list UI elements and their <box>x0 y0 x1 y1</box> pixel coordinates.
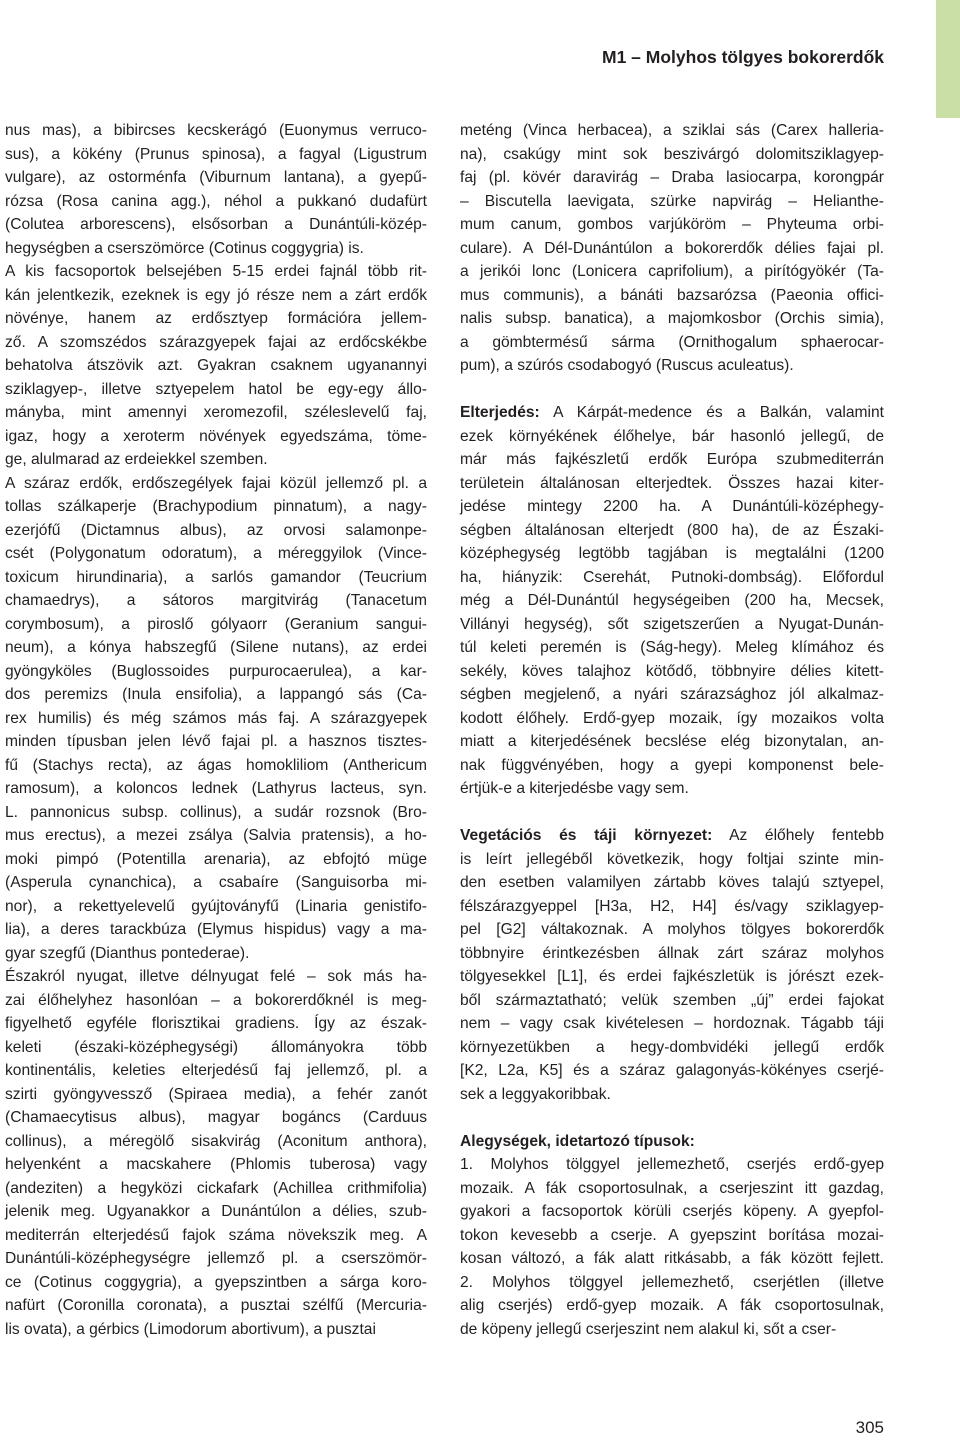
vegetation-first-line-text: Az élőhely fentebb <box>712 827 884 844</box>
text-line: ezerjófű (Dictamnus albus), az orvosi salamonpe- <box>5 521 427 539</box>
distribution-section <box>460 401 884 801</box>
distribution-first-line-text: A Kárpát-medence és a Balkán, valamint <box>539 404 884 421</box>
left-text-column <box>5 119 427 1341</box>
text-line: szirti gyöngyvessző (Spiraea media), a fehér zanót <box>5 1085 427 1103</box>
text-line: még a Dél-Dunántúl hegységeiben (200 ha, Mecsek, <box>460 592 884 609</box>
page-number: 305 <box>855 1418 884 1437</box>
running-header-title: M1 – Molyhos tölgyes bokorerdők <box>602 47 884 67</box>
text-line: Dunántúli-középhegységre jellemző pl. a cserszömör- <box>5 1250 427 1267</box>
text-line: minden típusban jelen lévő fajai pl. a hasznos tisztes- <box>5 733 427 750</box>
text-line: nem – vagy csak kivételesen – hordoznak. Tágabb táji <box>460 1015 884 1032</box>
subunits-heading: Alegységek, idetartozó típusok: <box>460 1132 695 1150</box>
text-line: lia), a deres tarackbúza (Elymus hispidus) vagy a ma- <box>5 921 427 938</box>
text-line: tollas szálkaperje (Brachypodium pinnatum), a nagy- <box>5 498 427 515</box>
text-line: környezetükben a hegy-dombvidéki jellegű erdők <box>460 1038 884 1056</box>
text-line: kosan változó, a fák alatt ritkásabb, a fák között fejlett. <box>460 1250 884 1267</box>
text-line: L. pannonicus subsp. collinus), a sudár rozsnok (Bro- <box>5 803 427 821</box>
vegetation-heading: Vegetációs és táji környezet: <box>460 827 713 844</box>
text-line: nafürt (Coronilla coronata), a pusztai szélfű (Mercuria- <box>5 1297 427 1314</box>
text-line: corymbosum), a piroslő gólyaorr (Geranium sangui- <box>5 615 427 633</box>
text-line: sekély, köves talajhoz kötődő, többnyire délies kitett- <box>460 662 884 680</box>
vegetation-first-line <box>460 824 884 848</box>
text-line: nor), a rekettyelevelű gyújtoványfű (Linaria genistifo- <box>5 897 427 915</box>
text-line: ezek környékének élőhelye, bár hasonló jellegű, de <box>460 427 884 445</box>
text-line: nus mas), a bibircses kecskerágó (Euonymus verruco- <box>5 122 427 139</box>
text-line: meténg (Vinca herbacea), a sziklai sás (Carex halleria- <box>460 122 884 139</box>
text-line: lis ovata), a gérbics (Limodorum abortivum), a pusztai <box>5 1320 376 1338</box>
text-line: területein általánosan elterjedtek. Összes hazai kiter- <box>460 474 884 492</box>
text-line: többnyire érintkezésben állnak zárt száraz molyhos <box>460 944 884 962</box>
text-line: mozaik. A fák csoportosulnak, a cserjeszint itt gazdag, <box>460 1179 884 1197</box>
text-line: mus erectus), a mezei zsálya (Salvia pratensis), a ho- <box>5 827 427 844</box>
text-line: (Chamaecytisus albus), magyar bogáncs (Carduus <box>5 1109 427 1126</box>
text-line: jelenik meg. Ugyanakkor a Dunántúlon a délies, szub- <box>5 1203 427 1220</box>
text-line: A kis facsoportok belsejében 5-15 erdei fajnál több rit- <box>5 263 427 280</box>
text-line: fű (Stachys recta), az ágas homokliliom (Anthericum <box>5 756 427 774</box>
text-line: pum), a szúrós csodabogyó (Ruscus aculeatus). <box>460 357 794 374</box>
text-line: dos peremizs (Inula ensifolia), a lappangó sás (Ca- <box>5 686 427 703</box>
text-line: ge, alulmarad az erdeiekkel szemben. <box>5 451 268 468</box>
text-line: chamaedrys), a sátoros margitvirág (Tanacetum <box>5 592 427 609</box>
text-line: sziklagyep-, illetve sztyepelem hatol be egy-egy állo- <box>5 380 427 398</box>
text-line: A száraz erdők, erdőszegélyek fajai közül jellemző pl. a <box>5 474 427 492</box>
text-line: behatolva átszövik azt. Gyakran csaknem ugyanannyi <box>5 357 427 374</box>
text-line: ző. A szomszédos szárazgyepek fajai az erdőcskékbe <box>5 333 427 351</box>
subunits-section <box>460 1130 884 1342</box>
text-line: mus communis), a bánáti bazsarózsa (Paeonia offici- <box>460 286 884 304</box>
text-line: is leírt jellegéből következik, hogy foltjai szinte min- <box>460 850 884 868</box>
text-line: alig cserjés) erdő-gyep mozaik. A fák csoportosulnak, <box>460 1297 884 1314</box>
text-line: igaz, hogy a xeroterm növények egyedszáma, töme- <box>5 427 427 445</box>
text-line: ségben megjelenő, a nyári szárazsághoz jól alkalmaz- <box>460 686 884 703</box>
distribution-heading: Elterjedés: <box>460 404 540 421</box>
text-line: növénye, hanem az erdősztyep formációra jellem- <box>5 310 427 327</box>
text-line: helyenként a macskahere (Phlomis tuberosa) vagy <box>5 1156 427 1173</box>
text-line: sus), a kökény (Prunus spinosa), a fagyal (Ligustrum <box>5 145 427 163</box>
text-line: túl keleti peremén is (Ság-hegy). Meleg klímához és <box>460 639 884 656</box>
text-line: 1. Molyhos tölggyel jellemezhető, cserjés erdő-gyep <box>460 1156 884 1173</box>
text-line: Északról nyugat, illetve délnyugat felé – sok más ha- <box>5 968 427 985</box>
text-line: culare). A Dél-Dunántúlon a bokorerdők délies fajai pl. <box>460 239 884 257</box>
text-line: tokon kevesebb a cserje. A gyepszint borítása mozai- <box>460 1226 884 1244</box>
text-line: (Asperula cynanchica), a csabaíre (Sanguisorba mi- <box>5 874 427 891</box>
text-line: ből származtatható; velük szemben „új” erdei fajokat <box>460 991 884 1009</box>
text-line: kán jelentkezik, ezeknek is egy jó része nem a zárt erdők <box>5 286 427 304</box>
text-line: mum canum, gombos varjúköröm – Phyteuma orbi- <box>460 216 884 233</box>
chapter-color-tab <box>936 0 960 118</box>
text-line: mányba, mint amennyi xeromezofil, széleslevelű faj, <box>5 404 427 421</box>
text-line: Villányi hegység), sőt szigetszerűen a Nyugat-Dunán- <box>460 615 884 633</box>
text-line: a gömbtermésű sárma (Ornithogalum sphaerocar- <box>460 333 884 351</box>
text-line: kontinentális, keleties elterjedésű faj jellemző, pl. a <box>5 1062 427 1079</box>
text-line: a jerikói lonc (Lonicera caprifolium), a pirítógyökér (Ta- <box>460 263 884 280</box>
text-line: vulgare), az ostorménfa (Viburnum lantana), a gyepű- <box>5 169 427 186</box>
text-line: sek a leggyakoribbak. <box>460 1085 611 1103</box>
text-line: zai élőhelyhez hasonlóan – a bokorerdőknél is meg- <box>5 991 427 1009</box>
text-line: jedése mintegy 2200 ha. A Dunántúli-középhegy- <box>460 498 884 515</box>
text-line: na), csakúgy mint sok beszivárgó dolomitsziklagyep- <box>460 145 884 163</box>
text-line: nak függvényében, hogy a gyepi komponenst bele- <box>460 756 884 774</box>
text-line: faj (pl. kövér daravirág – Draba lasiocarpa, korongpár <box>460 169 884 186</box>
text-line: középhegység legtöbb tagjában is megtalálni (1200 <box>460 545 884 562</box>
vegetation-section <box>460 824 884 1106</box>
text-line: de köpeny jellegű cserjeszint nem alakul ki, sőt a cser- <box>460 1320 837 1338</box>
text-line: már más fajkészletű erdők Európa szubmediterrán <box>460 451 884 468</box>
text-line: gyakori a facsoportok körüli cserjés köpeny. A gyepfol- <box>460 1203 884 1220</box>
text-line: csét (Polygonatum odoratum), a méreggyilok (Vince- <box>5 545 427 562</box>
text-line: értjük-e a kiterjedésbe vagy sem. <box>460 780 689 797</box>
paragraph-gap <box>460 801 884 825</box>
text-line: collinus), a méregölő sisakvirág (Aconitum anthora), <box>5 1132 427 1150</box>
text-line: rex humilis) és még számos más faj. A szárazgyepek <box>5 709 427 727</box>
text-line: miatt a kiterjedésének becslése elég bizonytalan, an- <box>460 733 884 750</box>
paragraph-gap <box>460 1106 884 1130</box>
right-text-column <box>460 119 884 1341</box>
text-line: nalis subsp. banatica), a majomkosbor (Orchis simia), <box>460 310 884 327</box>
text-line: (Colutea arborescens), elsősorban a Dunántúli-közép- <box>5 216 427 233</box>
text-line: gyöngyköles (Buglossoides purpurocaerulea), a kar- <box>5 662 427 680</box>
text-line: moki pimpó (Potentilla arenaria), az ebfojtó müge <box>5 850 427 868</box>
text-line: mediterrán elterjedésű fajok száma növekszik meg. A <box>5 1226 427 1244</box>
text-line: keleti (északi-középhegységi) állományokra több <box>5 1038 427 1056</box>
text-line: neum), a kónya habszegfű (Silene nutans), az erdei <box>5 639 427 656</box>
text-line: pel [G2] váltakoznak. A molyhos tölgyes bokorerdők <box>460 921 884 938</box>
text-line: tölgyesekkel [L1], és erdei fajkészletük is jórészt ezek- <box>460 968 884 985</box>
text-line: figyelhető egyféle florisztikai gradiens. Így az észak- <box>5 1015 427 1032</box>
text-line: den esetben valamilyen zártabb köves talajú sztyepel, <box>460 874 884 891</box>
text-line: rózsa (Rosa canina agg.), néhol a pukkanó dudafürt <box>5 192 427 210</box>
text-line: (andeziten) a hegyközi cickafark (Achillea crithmifolia) <box>5 1179 427 1197</box>
text-line: ramosum), a koloncos lednek (Lathyrus lacteus, syn. <box>5 780 427 797</box>
text-line: 2. Molyhos tölggyel jellemezhető, cserjétlen (illetve <box>460 1273 884 1291</box>
text-line: ha, hiányzik: Cserehát, Putnoki-dombság). Előfordul <box>460 568 884 586</box>
text-line: ce (Cotinus coggygria), a gyepszintben a sárga koro- <box>5 1273 427 1291</box>
right-intro-paragraph <box>460 119 884 378</box>
text-line: kodott élőhely. Erdő-gyep mozaik, így mozaikos volta <box>460 709 884 727</box>
text-line: hegységben a cserszömörce (Cotinus coggygria) is. <box>5 239 364 257</box>
text-line: ségben általánosan elterjedt (800 ha), de az Északi- <box>460 521 884 539</box>
text-line: – Biscutella laevigata, szürke napvirág – Helianthe- <box>460 192 884 210</box>
paragraph-gap <box>460 378 884 402</box>
text-line: toxicum hirundinaria), a sarlós gamandor (Teucrium <box>5 568 427 586</box>
text-line: félszárazgyeppel [H3a, H2, H4] és/vagy sziklagyep- <box>460 897 884 915</box>
text-line: [K2, L2a, K5] és a száraz galagonyás-kökényes cserjé- <box>460 1062 884 1079</box>
distribution-first-line <box>460 401 884 425</box>
text-line: gyar szegfű (Dianthus pontederae). <box>5 944 250 962</box>
